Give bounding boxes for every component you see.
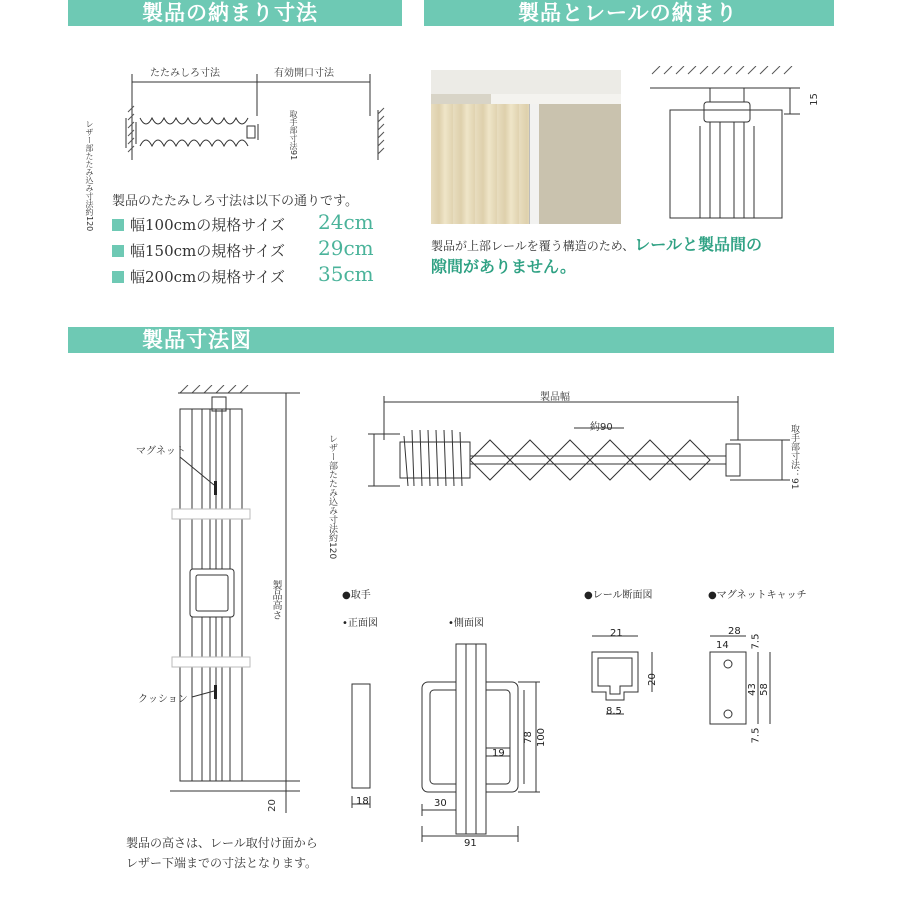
fold-spec-intro: 製品のたたみしろ寸法は以下の通りです。 — [112, 194, 358, 209]
leather-dim-line1: レザー部 — [327, 434, 337, 470]
leather-label — [84, 120, 94, 231]
opening-width-label: 有効開口寸法 — [274, 68, 334, 79]
product-width-label: 製品幅 — [540, 392, 570, 403]
cushion-label: クッション — [138, 694, 188, 705]
leather-value: 約120 — [85, 208, 94, 232]
pitch-label: 約90 — [590, 422, 613, 433]
handle-width-label: 取手部寸法：91 — [789, 424, 799, 490]
bullet-square — [112, 271, 124, 283]
rail-section-title: ●レール断面図 — [584, 590, 653, 601]
section-bar-fit — [68, 0, 402, 26]
magnet-dim-28: 28 — [728, 626, 741, 637]
leather-dim-label — [326, 434, 337, 559]
height-label: 製品高さ — [270, 580, 281, 620]
handle-dim-78: 78 — [522, 731, 534, 744]
fold-spec-row — [112, 236, 374, 261]
rail-dim-21: 21 — [610, 628, 623, 639]
handle-dim-text: 取手部寸法 — [289, 110, 298, 150]
product-width-drawing — [350, 390, 810, 500]
handle-title: ●取手 — [342, 590, 371, 601]
magnet-dim-7-5-top: 7.5 — [750, 633, 762, 650]
rail-note-plain: 製品が上部レールを覆う構造のため、 — [431, 239, 635, 253]
fold-spec-value: 35cm — [318, 262, 374, 286]
bullet-square — [112, 245, 124, 257]
fold-spec-label: 幅100cmの規格サイズ — [130, 216, 286, 234]
magnet-catch-title: ●マグネットキャッチ — [708, 590, 807, 601]
rail-note-highlight-1: レールと製品間の — [634, 235, 762, 254]
handle-dim-value: 91 — [289, 150, 298, 161]
section-bar-rail — [424, 0, 834, 26]
handle-side-label: •側面図 — [448, 618, 484, 629]
fold-spec-label: 幅150cmの規格サイズ — [130, 242, 286, 260]
handle-dim-label — [288, 110, 298, 160]
fold-spec-row — [112, 210, 374, 235]
rail-note-highlight-2: 隙間がありません。 — [431, 257, 576, 276]
bottom-dim-label: 20 — [266, 799, 278, 812]
handle-front-width: 18 — [356, 796, 369, 807]
magnet-dim-14: 14 — [716, 640, 729, 651]
magnet-dim-58: 58 — [758, 683, 770, 696]
magnet-dim-43: 43 — [746, 683, 758, 696]
magnet-label: マグネット — [136, 446, 186, 457]
section-bar-dimensions — [68, 327, 834, 353]
section-title-fit: 製品の納まり寸法 — [142, 0, 318, 25]
height-note-line2: レザー下端までの寸法となります。 — [126, 856, 318, 870]
leather-dim-line2: たたみ込み寸法 — [327, 470, 337, 533]
fold-spec-value: 24cm — [318, 210, 374, 234]
leather-dim-value: 約120 — [327, 533, 337, 560]
handle-dim-100: 100 — [536, 727, 548, 748]
rail-photo — [431, 70, 621, 224]
fold-spec-label: 幅200cmの規格サイズ — [130, 268, 286, 286]
folded-width-label: たたみしろ寸法 — [150, 68, 220, 79]
height-note-line1: 製品の高さは、レール取付け面から — [126, 836, 318, 850]
section-title-rail: 製品とレールの納まり — [518, 0, 738, 25]
handle-dim-30: 30 — [434, 798, 447, 809]
leather-label-line2: たたみ込み寸法 — [85, 152, 94, 208]
rail-dim-20: 20 — [646, 673, 658, 686]
fold-diagram — [70, 60, 400, 180]
bullet-square — [112, 219, 124, 231]
handle-front-label: •正面図 — [342, 618, 378, 629]
rail-note-line1 — [431, 232, 762, 255]
section-title-dimensions: 製品寸法図 — [142, 327, 252, 352]
magnet-dim-7-5-bottom: 7.5 — [750, 727, 762, 744]
rail-section-drawing — [640, 66, 820, 226]
handle-dim-19: 19 — [492, 748, 505, 759]
rail-dim-8-5: 8.5 — [606, 706, 622, 717]
fold-spec-value: 29cm — [318, 236, 374, 260]
rail-gap-dim: 15 — [808, 93, 820, 106]
handle-dim-91: 91 — [464, 838, 477, 849]
fold-spec-row — [112, 262, 374, 287]
leather-label-line1: レザー部 — [85, 120, 94, 152]
